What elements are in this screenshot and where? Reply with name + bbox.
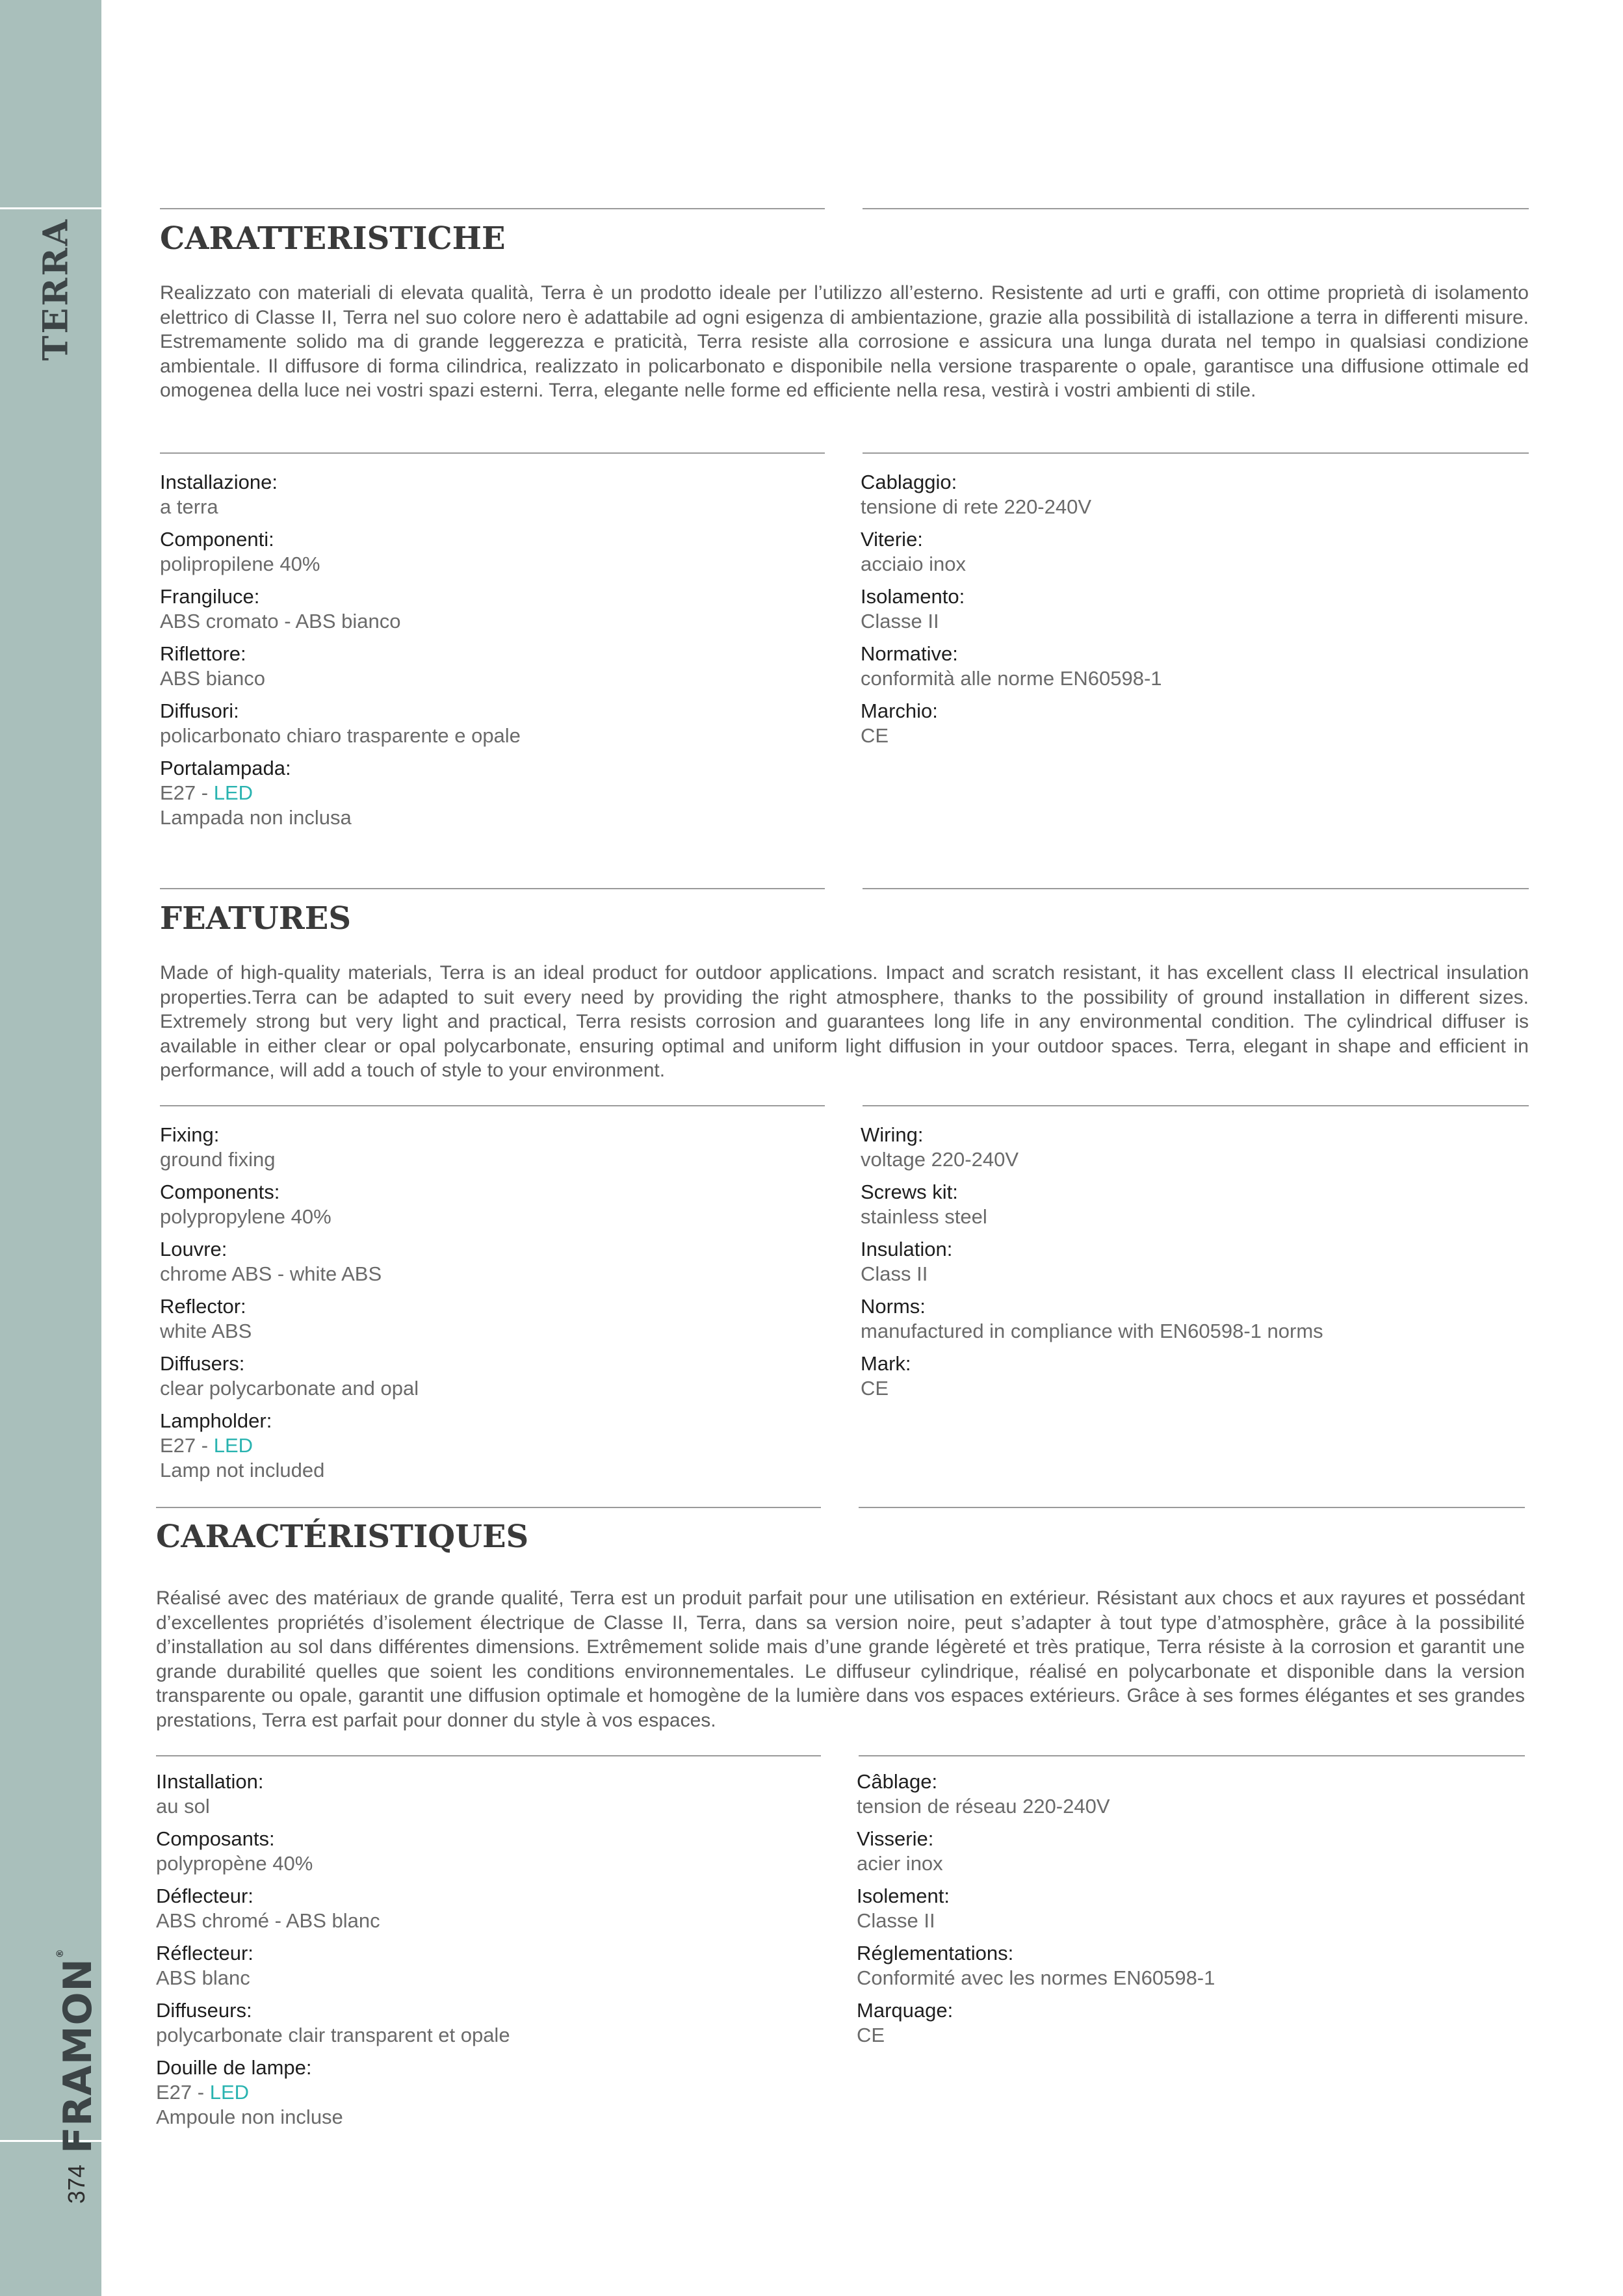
spec-value: tensione di rete 220-240V	[861, 495, 1092, 518]
spec-value: ground fixing	[160, 1148, 276, 1171]
spec-label: Mark:	[861, 1352, 911, 1375]
section-rule	[160, 888, 825, 889]
spec-item	[160, 699, 810, 748]
section-rule	[863, 208, 1529, 209]
spec-value: polipropilene 40%	[160, 553, 320, 575]
spec-value: polypropylene 40%	[160, 1205, 331, 1228]
spec-label: Normative:	[861, 642, 958, 665]
specs-en-left	[160, 1123, 810, 1491]
spec-item	[861, 1294, 1530, 1344]
spec-item	[861, 527, 1530, 577]
heading-it: CARATTERISTICHE	[160, 220, 506, 257]
specs-fr-left	[156, 1769, 806, 2137]
spec-label: Screws kit:	[861, 1181, 958, 1203]
section-rule	[859, 1755, 1525, 1756]
spec-item	[160, 1180, 810, 1229]
spec-value: manufactured in compliance with EN60598-1 norms	[861, 1320, 1323, 1342]
spec-item	[156, 1827, 806, 1876]
section-rule	[160, 452, 825, 454]
spec-item	[857, 1884, 1526, 1933]
spec-label: Installazione:	[160, 471, 278, 493]
spec-item	[156, 1941, 806, 1990]
framon-logo	[55, 1948, 101, 2154]
led-label: LED	[213, 1434, 253, 1457]
spec-value-prefix: E27 -	[160, 1434, 214, 1457]
spec-label: Riflettore:	[160, 642, 246, 665]
spec-value: polycarbonate clair transparent et opale	[156, 2024, 510, 2046]
led-label: LED	[213, 781, 253, 804]
spec-label: Visserie:	[857, 1827, 934, 1850]
spec-value: acier inox	[857, 1852, 943, 1875]
spec-value: ABS chromé - ABS blanc	[156, 1909, 380, 1932]
spec-item	[160, 1123, 810, 1172]
spec-item	[160, 1237, 810, 1286]
spec-label: Douille de lampe:	[156, 2056, 312, 2079]
spec-item	[857, 1998, 1526, 2048]
spec-value: Conformité avec les normes EN60598-1	[857, 1966, 1215, 1989]
spec-item	[160, 1409, 810, 1483]
section-rule	[160, 1105, 825, 1106]
spec-item	[861, 1237, 1530, 1286]
spec-label: Réflecteur:	[156, 1942, 253, 1964]
spec-label: Reflector:	[160, 1295, 246, 1318]
spec-value: Classe II	[861, 610, 939, 633]
paragraph-en: Made of high-quality materials, Terra is an ideal product for outdoor applications. Impact and scratch resistant, it has excellent class II electrical insulation properties.Terra can be adapted to suit every need by providing the right atmosphere, thanks to the possibility of ground installation in different sizes. Extremely strong but very light and practical, Terra resists corrosion and guarantees long life in any environmental condition. The cylindrical diffuser is available in either clear or opal polycarbonate, ensuring optimal and uniform light diffusion in your outdoor spaces. Terra, elegant in shape and efficient in performance, will add a touch of style to your environment.	[160, 962, 1529, 1082]
spec-label: IInstallation:	[156, 1770, 264, 1793]
spec-label: Câblage:	[857, 1770, 938, 1793]
spec-value	[160, 1433, 810, 1458]
spec-label: Diffusers:	[160, 1352, 245, 1375]
spec-item	[861, 470, 1530, 519]
spec-item	[160, 527, 810, 577]
section-rule	[863, 888, 1529, 889]
spec-label: Déflecteur:	[156, 1885, 253, 1907]
spec-value: acciaio inox	[861, 553, 966, 575]
spec-label: Insulation:	[861, 1238, 953, 1260]
section-rule	[859, 1507, 1525, 1508]
spec-value-prefix: E27 -	[160, 781, 214, 804]
specs-en-right	[861, 1123, 1530, 1409]
spec-label: Components:	[160, 1181, 280, 1203]
spec-value: tension de réseau 220-240V	[857, 1795, 1110, 1818]
spec-value: voltage 220-240V	[861, 1148, 1019, 1171]
spec-value: au sol	[156, 1795, 210, 1818]
spec-value: conformità alle norme EN60598-1	[861, 667, 1162, 690]
spec-item	[160, 470, 810, 519]
sidebar-divider-top	[0, 207, 101, 209]
spec-value: CE	[857, 2024, 885, 2046]
spec-item	[857, 1827, 1526, 1876]
spec-value-prefix: E27 -	[156, 2081, 210, 2104]
spec-value: Classe II	[857, 1909, 935, 1932]
spec-note: Lamp not included	[160, 1459, 325, 1481]
spec-label: Wiring:	[861, 1123, 924, 1146]
heading-en: FEATURES	[160, 900, 351, 937]
spec-value: polypropène 40%	[156, 1852, 313, 1875]
spec-item	[160, 642, 810, 691]
spec-label: Viterie:	[861, 528, 923, 551]
spec-label: Fixing:	[160, 1123, 220, 1146]
spec-item	[160, 756, 810, 830]
spec-item	[857, 1941, 1526, 1990]
spec-item	[861, 1180, 1530, 1229]
spec-label: Portalampada:	[160, 757, 291, 779]
specs-it-right	[861, 470, 1530, 756]
spec-label: Marchio:	[861, 699, 938, 722]
spec-value: ABS cromato - ABS bianco	[160, 610, 401, 633]
spec-label: Cablaggio:	[861, 471, 957, 493]
spec-value: CE	[861, 1377, 889, 1400]
section-rule	[863, 452, 1529, 454]
spec-value: clear polycarbonate and opal	[160, 1377, 419, 1400]
spec-label: Componenti:	[160, 528, 274, 551]
heading-fr: CARACTÉRISTIQUES	[156, 1519, 529, 1555]
spec-value: ABS blanc	[156, 1966, 250, 1989]
paragraph-fr: Réalisé avec des matériaux de grande qualité, Terra est un produit parfait pour une utilisation en extérieur. Résistant aux chocs et aux rayures et possédant d’excellentes propriétés d’isolement électrique de Classe II, Terra, dans sa version noire, peut s’adapter à tout type d’atmosphère, grâce à la possibilité d’installation au sol dans différentes dimensions. Extrêmement solide mais d’une grande légèreté et très pratique, Terra résiste à la corrosion et garantit une grande durabilité quelles que soient les conditions environnementales. Le diffuseur cylindrique, réalisé en polycarbonate et disponible dans la version transparente ou opale, garantit une diffusion optimale et homogène de la lumière dans vos espaces extérieurs. Grâce à ses formes élégantes et ses grandes prestations, Terra est parfait pour donner du style à vos espaces.	[156, 1587, 1525, 1731]
spec-label: Isolement:	[857, 1885, 950, 1907]
paragraph-it: Realizzato con materiali di elevata qualità, Terra è un prodotto ideale per l’utilizzo all’esterno. Resistente ad urti e graffi, con ottime proprietà di isolamento elettrico di Classe II, Terra nel suo colore nero è adattabile ad ogni esigenza di ambientazione, grazie alla possibilità di istallazione a terra in differenti misure. Estremamente solido ma di grande leggerezza e praticità, Terra resiste alla corrosione e assicura una lunga durata nel tempo in qualsiasi condizione ambientale. Il diffusore di forma cilindrica, realizzato in policarbonato e disponibile nella versione trasparente o opale, garantisce una diffusione ottimale ed omogenea della luce nei vostri spazi esterni. Terra, elegante nelle forme ed efficiente nella resa, vestirà i vostri ambienti di stile.	[160, 282, 1529, 402]
spec-label: Lampholder:	[160, 1409, 272, 1432]
spec-item	[156, 1884, 806, 1933]
section-rule	[156, 1755, 821, 1756]
spec-label: Diffusori:	[160, 699, 239, 722]
spec-label: Marquage:	[857, 1999, 954, 2022]
spec-value: white ABS	[160, 1320, 252, 1342]
spec-item	[156, 1998, 806, 2048]
product-title: TERRA	[36, 217, 76, 361]
spec-note: Ampoule non incluse	[156, 2106, 343, 2128]
spec-item	[160, 584, 810, 634]
section-rule	[160, 208, 825, 209]
section-rule	[156, 1507, 821, 1508]
spec-label: Norms:	[861, 1295, 926, 1318]
spec-item	[156, 2055, 806, 2130]
spec-label: Réglementations:	[857, 1942, 1014, 1964]
specs-it-left	[160, 470, 810, 838]
led-label: LED	[209, 2081, 250, 2104]
spec-item	[156, 1769, 806, 1819]
logo-text: FRAMON	[55, 1958, 101, 2154]
spec-label: Frangiluce:	[160, 585, 260, 608]
spec-item	[160, 1294, 810, 1344]
spec-label: Composants:	[156, 1827, 275, 1850]
specs-fr-right	[857, 1769, 1526, 2055]
spec-value: chrome ABS - white ABS	[160, 1262, 382, 1285]
spec-item	[857, 1769, 1526, 1819]
spec-value: CE	[861, 724, 889, 747]
spec-label: Isolamento:	[861, 585, 965, 608]
spec-label: Diffuseurs:	[156, 1999, 252, 2022]
spec-value: policarbonato chiaro trasparente e opale	[160, 724, 521, 747]
spec-item	[861, 699, 1530, 748]
spec-item	[861, 1351, 1530, 1401]
spec-value: stainless steel	[861, 1205, 987, 1228]
spec-value: ABS bianco	[160, 667, 265, 690]
spec-value: a terra	[160, 495, 218, 518]
spec-value	[156, 2080, 806, 2105]
spec-label: Louvre:	[160, 1238, 227, 1260]
spec-item	[861, 1123, 1530, 1172]
spec-note: Lampada non inclusa	[160, 806, 352, 829]
spec-item	[861, 584, 1530, 634]
spec-item	[160, 1351, 810, 1401]
spec-value	[160, 781, 810, 805]
logo-registered-mark: ®	[55, 1948, 66, 1959]
section-rule	[863, 1105, 1529, 1106]
page-number: 374	[63, 2164, 90, 2204]
spec-value: Class II	[861, 1262, 928, 1285]
spec-item	[861, 642, 1530, 691]
